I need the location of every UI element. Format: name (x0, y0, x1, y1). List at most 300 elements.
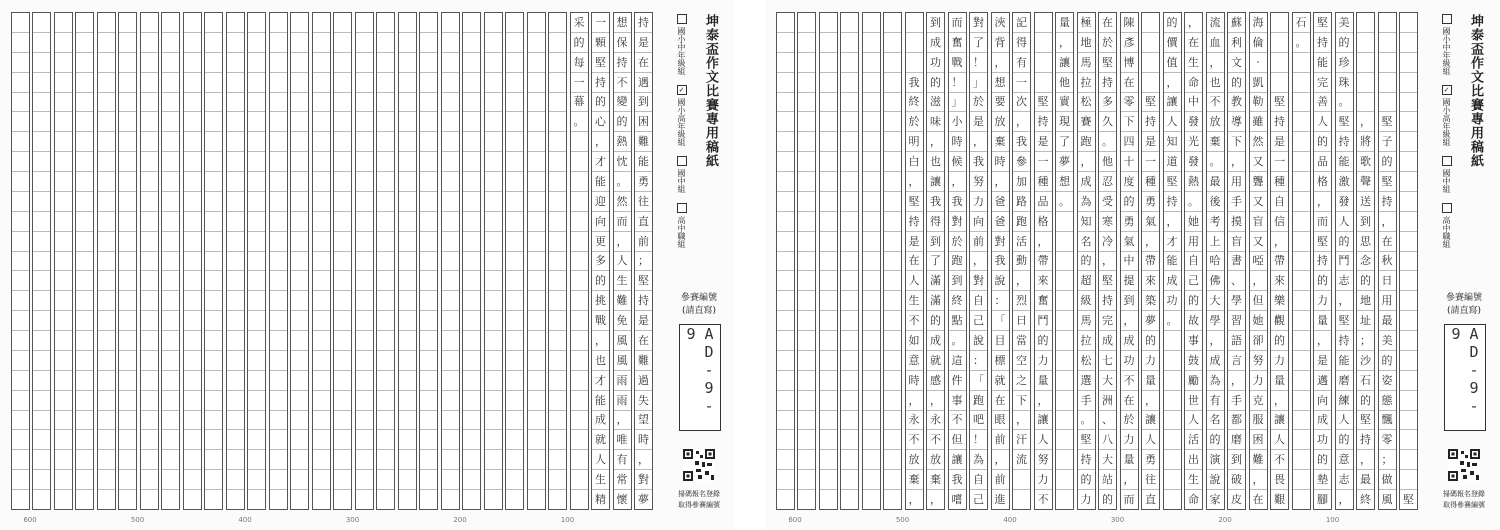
grid-cell (12, 469, 29, 489)
grid-cell: 七 (1099, 350, 1116, 370)
grid-cell (141, 13, 158, 32)
grid-cell: 我 (1013, 131, 1030, 151)
grid-cell: 為 (970, 449, 987, 469)
category-label: 國小中年級組 (1442, 27, 1451, 75)
checked-checkbox-icon: ✓ (677, 86, 686, 94)
grid-cell (863, 13, 880, 32)
grid-cell (205, 13, 222, 32)
scale-mark: 600 (788, 516, 802, 524)
grid-cell: 鼓 (1185, 350, 1202, 370)
grid-cell: 能 (1336, 350, 1353, 370)
grid-cell (98, 370, 115, 390)
grid-cell (356, 251, 373, 271)
grid-cell: 就 (992, 370, 1009, 390)
grid-cell (248, 270, 265, 290)
grid-cell (1293, 191, 1310, 211)
grid-cell: ， (1271, 231, 1288, 251)
grid-cell: 的 (1336, 429, 1353, 449)
grid-cell (291, 310, 308, 330)
grid-cell: ， (614, 231, 631, 251)
grid-cell (313, 111, 330, 131)
grid-cell (76, 72, 93, 92)
grid-cell: ， (592, 131, 609, 151)
grid-cell (76, 449, 93, 469)
grid-cell (1056, 429, 1073, 449)
grid-column (1034, 12, 1053, 510)
grid-cell (119, 231, 136, 251)
grid-cell: ， (1164, 211, 1181, 231)
grid-cell: 他 (1099, 151, 1116, 171)
grid-cell (270, 191, 287, 211)
grid-cell (313, 13, 330, 32)
grid-cell: 言 (1228, 350, 1245, 370)
grid-column (591, 12, 610, 510)
grid-cell: 難 (635, 131, 652, 151)
grid-cell: 思 (1357, 231, 1374, 251)
grid-cell: 多 (1099, 92, 1116, 112)
grid-cell: 樂 (1271, 290, 1288, 310)
grid-cell (798, 290, 815, 310)
grid-cell (12, 92, 29, 112)
grid-cell: 困 (635, 111, 652, 131)
grid-cell: ， (906, 390, 923, 410)
grid-cell: 想 (992, 72, 1009, 92)
grid-cell (162, 151, 179, 171)
grid-cell: 風 (1379, 489, 1396, 509)
grid-cell (270, 13, 287, 32)
grid-cell (528, 191, 545, 211)
grid-cell: 做 (1379, 469, 1396, 489)
grid-cell: 了 (970, 32, 987, 52)
grid-cell: 心 (592, 111, 609, 131)
grid-cell: 夢 (635, 489, 652, 509)
grid-cell (841, 330, 858, 350)
grid-cell (270, 469, 287, 489)
grid-cell (141, 410, 158, 430)
grid-cell (55, 52, 72, 72)
grid-cell (377, 251, 394, 271)
grid-cell (863, 310, 880, 330)
grid-cell: 持 (906, 211, 923, 231)
grid-cell: 美 (1379, 330, 1396, 350)
grid-cell (55, 211, 72, 231)
grid-cell (76, 151, 93, 171)
grid-cell (420, 429, 437, 449)
grid-cell (76, 32, 93, 52)
grid-cell (463, 13, 480, 32)
grid-cell (55, 191, 72, 211)
grid-cell (1056, 410, 1073, 430)
grid-cell: ， (1250, 270, 1267, 290)
grid-cell (205, 111, 222, 131)
grid-cell (119, 310, 136, 330)
grid-cell (291, 171, 308, 191)
grid-cell: 常 (614, 469, 631, 489)
grid-cell: 是 (1314, 350, 1331, 370)
grid-cell (55, 251, 72, 271)
grid-cell (119, 290, 136, 310)
grid-cell (841, 350, 858, 370)
grid-cell (1035, 32, 1052, 52)
grid-cell (1056, 290, 1073, 310)
grid-cell: 不 (906, 310, 923, 330)
grid-cell (184, 330, 201, 350)
grid-cell: ， (1142, 390, 1159, 410)
grid-cell: 勇 (1142, 449, 1159, 469)
grid-cell (270, 489, 287, 509)
grid-cell (1293, 410, 1310, 430)
grid-cell (485, 251, 502, 271)
grid-cell: 念 (1357, 251, 1374, 271)
grid-cell: 唯 (614, 429, 631, 449)
grid-cell (291, 251, 308, 271)
grid-cell: 幕 (571, 92, 588, 112)
grid-cell: 烈 (1013, 290, 1030, 310)
grid-cell (313, 350, 330, 370)
grid-cell: 馬 (1078, 52, 1095, 72)
grid-cell (485, 32, 502, 52)
grid-cell (420, 489, 437, 509)
grid-cell (12, 171, 29, 191)
grid-cell: 完 (1314, 72, 1331, 92)
checked-checkbox-icon: ✓ (1442, 86, 1451, 94)
grid-cell (485, 13, 502, 32)
grid-cell: ！ (949, 72, 966, 92)
grid-cell: 用 (1185, 231, 1202, 251)
grid-cell (399, 410, 416, 430)
category-label: 國小高年級組 (677, 98, 686, 146)
grid-cell (98, 290, 115, 310)
grid-cell (884, 310, 901, 330)
grid-cell (506, 370, 523, 390)
grid-cell (485, 92, 502, 112)
grid-cell (377, 310, 394, 330)
grid-cell: 挑 (592, 290, 609, 310)
grid-column (548, 12, 567, 510)
grid-cell (248, 370, 265, 390)
grid-cell: 人 (1142, 429, 1159, 449)
qr-note-line: 取得參賽編號 (678, 501, 720, 509)
grid-cell: 堅 (1400, 489, 1417, 509)
grid-cell: 石 (1357, 370, 1374, 390)
grid-cell: 品 (1035, 191, 1052, 211)
essay-sheet-page-2 (0, 0, 735, 530)
grid-column (948, 12, 967, 510)
grid-cell (485, 469, 502, 489)
grid-cell (119, 410, 136, 430)
qr-code-icon (683, 449, 715, 481)
grid-cell (777, 191, 794, 211)
grid-cell: 是 (1271, 131, 1288, 151)
grid-cell: 到 (1121, 290, 1138, 310)
grid-cell: ， (592, 330, 609, 350)
grid-cell (485, 290, 502, 310)
grid-cell: 白 (906, 151, 923, 171)
grid-cell (777, 52, 794, 72)
grid-cell (485, 330, 502, 350)
grid-cell (205, 290, 222, 310)
grid-cell: 的 (1314, 131, 1331, 151)
grid-cell (485, 131, 502, 151)
grid-cell: 的 (927, 310, 944, 330)
manuscript-grid (8, 12, 653, 510)
grid-cell (506, 32, 523, 52)
grid-cell (98, 469, 115, 489)
grid-cell (463, 370, 480, 390)
grid-cell (1164, 370, 1181, 390)
grid-cell (1400, 370, 1417, 390)
grid-cell (98, 72, 115, 92)
grid-cell: 為 (1207, 370, 1224, 390)
grid-cell (884, 370, 901, 390)
grid-cell (820, 489, 837, 509)
grid-cell: 量 (1121, 449, 1138, 469)
grid-column (333, 12, 352, 510)
grid-cell (841, 92, 858, 112)
grid-cell (33, 489, 50, 509)
grid-cell (485, 429, 502, 449)
grid-cell: 堅 (1317, 15, 1328, 29)
grid-cell: 大 (1099, 370, 1116, 390)
grid-cell (777, 251, 794, 271)
grid-cell (863, 429, 880, 449)
grid-cell: 時 (949, 131, 966, 151)
grid-cell (884, 72, 901, 92)
grid-cell (184, 251, 201, 271)
grid-cell (528, 489, 545, 509)
grid-cell: 背 (992, 32, 1009, 52)
grid-cell: 血 (1207, 32, 1224, 52)
grid-cell: 勇 (1121, 211, 1138, 231)
grid-cell (76, 13, 93, 32)
grid-cell (55, 290, 72, 310)
grid-cell (76, 410, 93, 430)
grid-cell (98, 410, 115, 430)
grid-cell (1400, 270, 1417, 290)
grid-cell (399, 270, 416, 290)
grid-cell (270, 111, 287, 131)
grid-cell (270, 290, 287, 310)
grid-cell (356, 370, 373, 390)
grid-cell (820, 211, 837, 231)
grid-cell (1379, 92, 1396, 112)
grid-cell (863, 92, 880, 112)
grid-cell: 堅 (1379, 171, 1396, 191)
grid-cell (270, 92, 287, 112)
grid-cell (141, 32, 158, 52)
grid-cell: 而 (614, 211, 631, 231)
grid-column (505, 12, 524, 510)
grid-cell (141, 151, 158, 171)
grid-cell: 人 (1336, 410, 1353, 430)
grid-column (419, 12, 438, 510)
grid-cell (205, 350, 222, 370)
grid-cell (270, 131, 287, 151)
grid-cell: 最 (1379, 310, 1396, 330)
grid-cell: 持 (1099, 290, 1116, 310)
grid-cell: 畏 (1271, 469, 1288, 489)
grid-cell (506, 270, 523, 290)
grid-cell: 人 (592, 449, 609, 469)
grid-cell: 能 (1164, 251, 1181, 271)
grid-cell (162, 350, 179, 370)
grid-cell (227, 92, 244, 112)
grid-cell: 持 (1164, 191, 1181, 211)
grid-cell (162, 410, 179, 430)
grid-cell (356, 151, 373, 171)
grid-cell (820, 251, 837, 271)
grid-cell (1400, 290, 1417, 310)
grid-cell: 努 (1250, 350, 1267, 370)
grid-cell (291, 92, 308, 112)
grid-cell (141, 310, 158, 330)
grid-cell (1056, 211, 1073, 231)
grid-cell: 勇 (635, 171, 652, 191)
grid-cell (863, 131, 880, 151)
grid-cell: 夢 (1142, 310, 1159, 330)
grid-cell (356, 469, 373, 489)
grid-cell: ， (1121, 310, 1138, 330)
grid-cell (248, 390, 265, 410)
grid-cell: 的 (1142, 330, 1159, 350)
grid-cell (820, 92, 837, 112)
grid-cell (506, 191, 523, 211)
grid-cell (291, 111, 308, 131)
grid-cell (528, 449, 545, 469)
grid-column (269, 12, 288, 510)
grid-cell (863, 191, 880, 211)
grid-cell: 松 (1078, 350, 1095, 370)
grid-cell (227, 429, 244, 449)
grid-cell (442, 231, 459, 251)
grid-cell: 觀 (1271, 310, 1288, 330)
grid-cell: 地 (1078, 32, 1095, 52)
grid-cell: 有 (614, 449, 631, 469)
grid-cell (506, 52, 523, 72)
grid-cell (98, 310, 115, 330)
grid-cell (291, 231, 308, 251)
grid-cell (162, 310, 179, 330)
category-label: 國小高年級組 (1442, 98, 1451, 146)
grid-column (290, 12, 309, 510)
grid-cell (76, 310, 93, 330)
grid-cell: 志 (1336, 469, 1353, 489)
grid-cell: 語 (1228, 330, 1245, 350)
grid-cell (356, 489, 373, 509)
grid-cell (863, 489, 880, 509)
grid-cell (98, 211, 115, 231)
grid-cell: 難 (614, 290, 631, 310)
grid-cell: 多 (592, 251, 609, 271)
grid-cell: 活 (1185, 429, 1202, 449)
grid-cell (442, 13, 459, 32)
grid-cell (227, 469, 244, 489)
grid-cell (798, 410, 815, 430)
grid-cell: 是 (970, 111, 987, 131)
grid-cell (184, 151, 201, 171)
grid-column (183, 12, 202, 510)
grid-cell (420, 32, 437, 52)
grid-cell: 級 (1078, 290, 1095, 310)
grid-cell: 遇 (635, 72, 652, 92)
grid-cell: 日 (1379, 270, 1396, 290)
grid-cell (377, 390, 394, 410)
grid-cell (248, 32, 265, 52)
grid-cell: 參 (1013, 151, 1030, 171)
grid-cell: 持 (1314, 251, 1331, 271)
grid-cell: 不 (1207, 92, 1224, 112)
grid-cell (549, 449, 566, 469)
grid-cell (76, 469, 93, 489)
grid-cell (571, 131, 588, 151)
grid-cell (841, 151, 858, 171)
grid-cell (33, 429, 50, 449)
grid-cell: 道 (1164, 151, 1181, 171)
grid-cell: ， (1207, 330, 1224, 350)
grid-cell (506, 330, 523, 350)
grid-column (441, 12, 460, 510)
grid-cell (549, 270, 566, 290)
grid-cell (33, 231, 50, 251)
grid-cell: 鬥 (1035, 310, 1052, 330)
grid-cell: 勇 (1142, 191, 1159, 211)
grid-cell (841, 449, 858, 469)
grid-cell: 。 (1336, 92, 1353, 112)
grid-cell (571, 231, 588, 251)
grid-cell (884, 231, 901, 251)
category-option (676, 203, 687, 248)
grid-cell (162, 131, 179, 151)
grid-cell: 功 (1164, 290, 1181, 310)
grid-cell (141, 429, 158, 449)
grid-cell (528, 111, 545, 131)
grid-cell (798, 469, 815, 489)
grid-cell (227, 52, 244, 72)
grid-column (634, 12, 653, 510)
grid-column (398, 12, 417, 510)
grid-cell (798, 310, 815, 330)
grid-cell (377, 151, 394, 171)
grid-cell: 服 (1250, 410, 1267, 430)
grid-cell: 跑 (949, 251, 966, 271)
grid-cell (485, 52, 502, 72)
grid-cell: ； (1379, 449, 1396, 469)
grid-cell (549, 489, 566, 509)
grid-cell (549, 350, 566, 370)
grid-cell (119, 13, 136, 32)
grid-cell: 演 (1207, 449, 1224, 469)
grid-cell: 這 (949, 350, 966, 370)
grid-cell (313, 151, 330, 171)
grid-cell (205, 330, 222, 350)
grid-cell (33, 211, 50, 231)
grid-cell: 自 (970, 469, 987, 489)
grid-cell: 吧 (970, 410, 987, 430)
grid-cell: ： (992, 290, 1009, 310)
grid-cell (291, 211, 308, 231)
grid-cell: 持 (614, 52, 631, 72)
grid-cell (227, 370, 244, 390)
grid-cell (119, 191, 136, 211)
grid-cell (420, 13, 437, 32)
grid-cell: 點 (949, 310, 966, 330)
grid-cell: ， (1250, 469, 1267, 489)
grid-cell: 堅 (1078, 429, 1095, 449)
grid-cell: 的 (1271, 330, 1288, 350)
grid-cell: 用 (1228, 171, 1245, 191)
grid-cell: 成 (927, 330, 944, 350)
grid-cell: 摸 (1228, 211, 1245, 231)
